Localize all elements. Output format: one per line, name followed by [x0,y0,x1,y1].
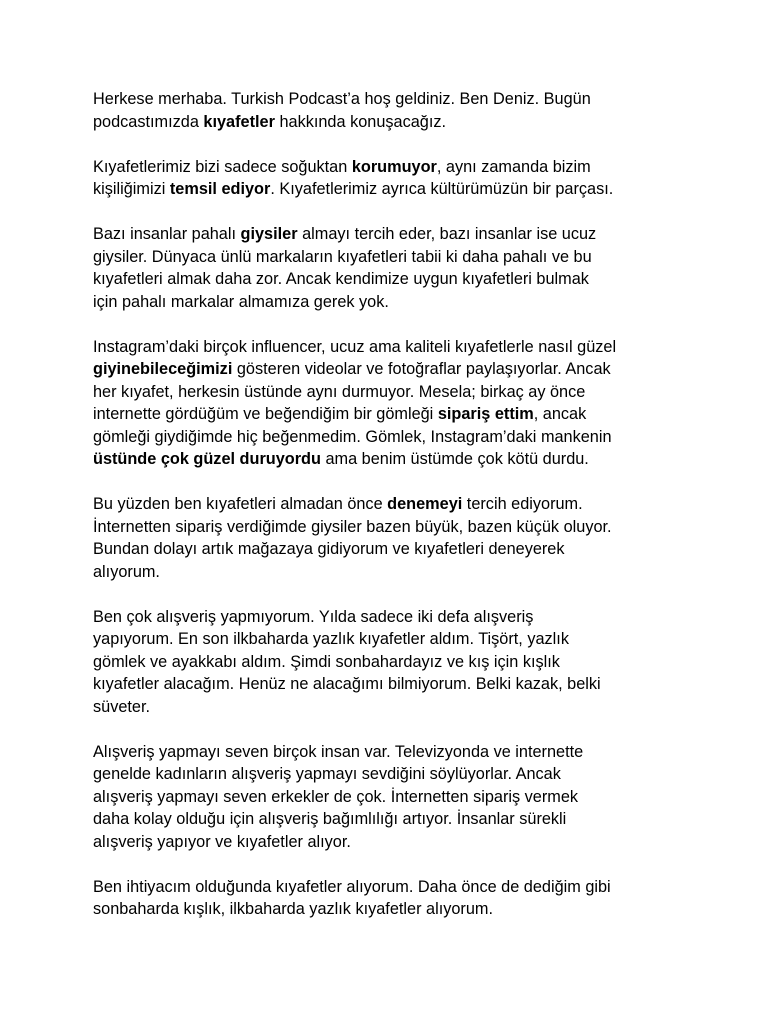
text-line [93,358,693,381]
paragraph [93,606,693,719]
paragraph [93,88,693,133]
text-segment: kıyafetler alacağım. Henüz ne alacağımı bilmiyorum. Belki kazak, belki [93,675,601,693]
text-segment: Bundan dolayı artık mağazaya gidiyorum ve kıyafetleri deneyerek [93,540,565,558]
text-segment: ama benim üstümde çok kötü durdu. [320,450,589,468]
paragraph [93,493,693,583]
text-line [93,876,693,899]
document-body [93,88,693,943]
text-segment: alışveriş yapmayı seven erkekler de çok. İnternetten sipariş vermek [93,787,579,806]
text-line [93,426,693,449]
text-segment: kişiliğimizi [93,180,170,198]
text-line [93,111,693,134]
bold-term: giyinebileceğimizi [93,360,233,378]
text-line [93,786,693,809]
paragraph [93,336,693,471]
text-line [93,561,693,584]
text-segment: İnternetten sipariş verdiğimde giysiler bazen büyük, bazen küçük oluyor. [93,517,612,536]
text-line [93,673,693,696]
text-segment: alışveriş yapıyor ve kıyafetler alıyor. [93,832,351,851]
text-line [93,291,693,314]
text-segment: internette gördüğüm ve beğendiğim bir gömleği [93,405,438,423]
text-segment: tercih ediyorum. [462,495,583,513]
bold-term: giysiler [240,225,298,243]
text-line [93,606,693,629]
text-line [93,223,693,246]
text-line [93,741,693,764]
text-segment: , aynı zamanda bizim [436,157,591,176]
text-segment: Kıyafetlerimiz bizi sadece soğuktan [93,157,352,176]
paragraph [93,741,693,854]
text-line [93,651,693,674]
text-segment: gösteren videolar ve fotoğraflar paylaşıyorlar. Ancak [232,360,611,378]
text-segment: hakkında konuşacağız. [274,112,447,131]
text-segment: genelde kadınların alışveriş yapmayı sevdiğini söylüyorlar. Ancak [93,765,561,783]
text-line [93,178,693,201]
text-segment: her kıyafet, herkesin üstünde aynı durmuyor. Mesela; birkaç ay önce [93,382,586,401]
bold-term: temsil ediyor [169,180,271,198]
text-segment: giysiler. Dünyaca ünlü markaların kıyafetleri tabii ki daha pahalı ve bu [93,247,592,266]
text-segment: kıyafetleri almak daha zor. Ancak kendimize uygun kıyafetleri bulmak [93,270,589,288]
text-line [93,403,693,426]
bold-term: denemeyi [387,495,463,513]
text-line [93,246,693,269]
text-line [93,516,693,539]
bold-term: korumuyor [351,157,437,176]
text-segment: almayı tercih eder, bazı insanlar ise ucuz [297,225,597,243]
text-line [93,493,693,516]
text-segment: süveter. [93,697,151,716]
text-line [93,898,693,921]
bold-term: kıyafetler [203,112,275,131]
text-line [93,268,693,291]
text-line [93,628,693,651]
text-line [93,808,693,831]
text-segment: yapıyorum. En son ilkbaharda yazlık kıyafetler aldım. Tişört, yazlık [93,630,569,648]
paragraph [93,223,693,313]
text-segment: için pahalı markalar almamıza gerek yok. [93,292,389,311]
text-segment: Bazı insanlar pahalı [93,225,241,243]
text-line [93,156,693,179]
text-segment: Bu yüzden ben kıyafetleri almadan önce [93,495,388,513]
paragraph [93,876,693,921]
text-segment: Instagram’daki birçok influencer, ucuz ama kaliteli kıyafetlerle nasıl güzel [93,337,617,356]
text-segment: podcastımızda [93,112,204,131]
text-line [93,696,693,719]
text-segment: alıyorum. [93,562,160,581]
text-segment: Herkese merhaba. Turkish Podcast’a hoş geldiniz. Ben Deniz. Bugün [93,90,591,108]
text-segment: Ben ihtiyacım olduğunda kıyafetler alıyorum. Daha önce de dediğim gibi [93,877,611,896]
text-line [93,448,693,471]
text-line [93,831,693,854]
text-line [93,538,693,561]
text-segment: sonbaharda kışlık, ilkbaharda yazlık kıyafetler alıyorum. [93,900,493,918]
text-line [93,381,693,404]
bold-term: üstünde çok güzel duruyordu [93,450,321,468]
paragraph [93,156,693,201]
text-segment: gömlek ve ayakkabı aldım. Şimdi sonbahardayız ve kış için kışlık [93,652,560,671]
text-segment: gömleği giydiğimde hiç beğenmedim. Gömlek, Instagram’daki mankenin [93,427,612,446]
text-segment: , ancak [533,405,587,423]
text-segment: . Kıyafetlerimiz ayrıca kültürümüzün bir parçası. [270,180,614,198]
bold-term: sipariş ettim [437,405,534,423]
text-line [93,763,693,786]
text-line [93,88,693,111]
text-segment: daha kolay olduğu için alışveriş bağımlılığı artıyor. İnsanlar sürekli [93,810,567,828]
text-segment: Alışveriş yapmayı seven birçok insan var. Televizyonda ve internette [93,742,584,761]
text-segment: Ben çok alışveriş yapmıyorum. Yılda sadece iki defa alışveriş [93,607,534,626]
text-line [93,336,693,359]
